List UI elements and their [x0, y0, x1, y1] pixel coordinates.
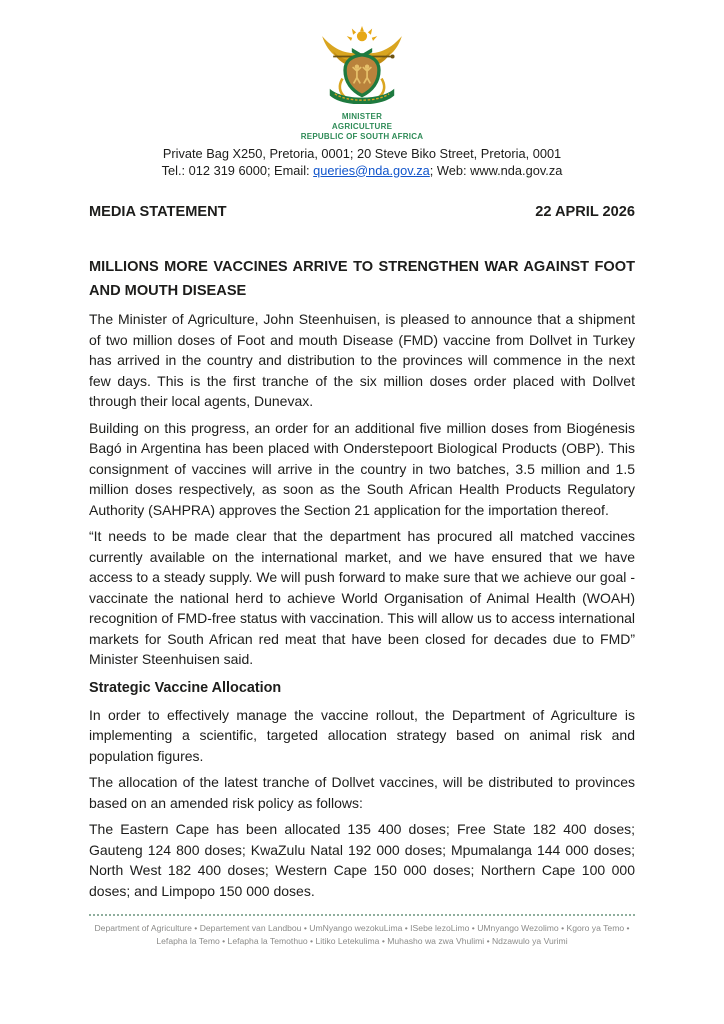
- footer-separator: [89, 914, 635, 916]
- contact-suffix: ; Web: www.nda.gov.za: [429, 162, 563, 178]
- paragraph-additional-order: Building on this progress, an order for an additional five million doses from Biogénesis Bagó in Argentina has been placed with Onderstepoort Biological Products (OBP). This consignment of vaccines will arrive in the country in two batches, 3.5 million and 1.5 million doses respectively, as soon as the South African Health Products Regulatory Authority (SAHPRA) approves the Section 21 application for the importation thereof.: [89, 419, 635, 518]
- coat-of-arms-icon: [310, 26, 414, 104]
- letterhead-address: [0, 146, 724, 179]
- contact-line: [0, 163, 724, 180]
- section-heading-strategic-allocation: Strategic Vaccine Allocation: [89, 679, 282, 696]
- paragraph-rollout-strategy: In order to effectively manage the vaccine rollout, the Department of Agriculture is implementing a scientific, targeted allocation strategy based on animal risk and population figures.: [89, 706, 635, 764]
- statement-date: 22 APRIL 2026: [535, 204, 635, 220]
- statement-label: MEDIA STATEMENT: [89, 204, 227, 220]
- paragraph-minister-quote: “It needs to be made clear that the department has procured all matched vaccines currently available on the international market, and we have ensured that we have access to a steady supply. We will push forward to make sure that we achieve our goal - vaccinate the national herd to achieve World Organisation of Animal Health (WOAH) recognition of FMD-free status with vaccination. This will allow us to access international markets for South African red meat that have been closed for decades due to FMD” Minister Steenhuisen said.: [89, 528, 635, 667]
- ministry-line: REPUBLIC OF SOUTH AFRICA: [300, 132, 424, 141]
- ministry-line: AGRICULTURE: [331, 122, 393, 131]
- footer-department-names: [89, 922, 635, 948]
- headline: MILLIONS MORE VACCINES ARRIVE TO STRENGTHEN WAR AGAINST FOOT AND MOUTH DISEASE: [89, 259, 635, 299]
- contact-prefix: Tel.: 012 319 6000; Email:: [161, 162, 314, 178]
- statement-meta-row: [89, 204, 635, 220]
- paragraph-provincial-allocation: The Eastern Cape has been allocated 135 400 doses; Free State 182 400 doses; Gauteng 124 800 doses; KwaZulu Natal 192 000 doses; Mpumalanga 144 000 doses; North West 182 400 doses; Western Cape 150 000 doses; Northern Cape 100 000 doses; and Limpopo 150 000 doses.: [89, 821, 635, 899]
- email-link[interactable]: queries@nda.gov.za: [313, 162, 430, 178]
- ministry-title: [0, 112, 724, 142]
- paragraph-shipment: The Minister of Agriculture, John Steenhuisen, is pleased to announce that a shipment of two million doses of Foot and mouth Disease (FMD) vaccine from Dollvet in Turkey has arrived in the country and distribution to the provinces will commence in the next few days. This is the first tranche of the six million doses order placed with Dollvet through their local agents, Dunevax.: [89, 311, 635, 409]
- paragraph-allocation-intro: The allocation of the latest tranche of Dollvet vaccines, will be distributed to provinces based on an amended risk policy as follows:: [89, 774, 635, 811]
- footer-line: Department of Agriculture • Departement van Landbou • UmNyango wezokuLima • ISebe lezoLimo • UMnyango Wezolimo • Kgoro ya Temo •: [94, 923, 630, 933]
- ministry-line: MINISTER: [341, 112, 383, 121]
- letterhead: [0, 0, 724, 109]
- address-line: Private Bag X250, Pretoria, 0001; 20 Steve Biko Street, Pretoria, 0001: [162, 146, 562, 161]
- footer-line: Lefapha la Temo • Lefapha la Temothuo • Litiko Letekulima • Muhasho wa zwa Vhulimi • Ndzawulo ya Vurimi: [156, 936, 568, 946]
